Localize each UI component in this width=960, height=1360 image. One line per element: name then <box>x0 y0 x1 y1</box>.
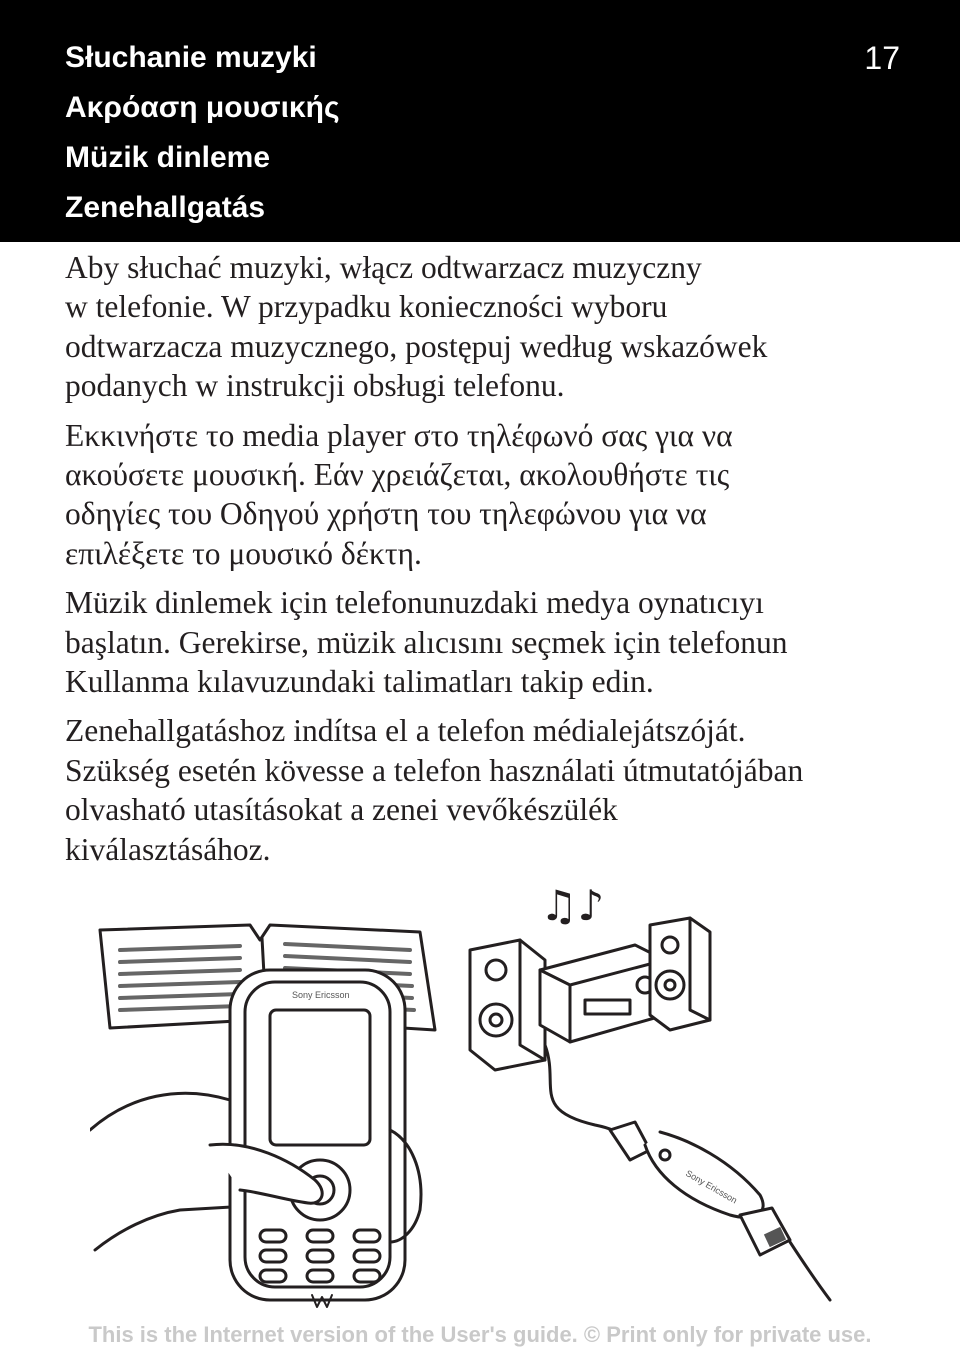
text-line: olvasható utasításokat a zenei vevőkészülék <box>65 792 618 828</box>
text-line: Εκκινήστε το media player στο τηλέφωνό σας για να <box>65 417 733 453</box>
text-line: odtwarzacza muzycznego, postępuj według wskazówek <box>65 328 768 364</box>
phone-brand-label: Sony Ericsson <box>292 990 350 1000</box>
text-line: ακούσετε μουσική. Εάν χρειάζεται, ακολουθήστε τις <box>65 457 730 493</box>
text-line: w telefonie. W przypadku konieczności wyboru <box>65 289 668 325</box>
paragraph-hungarian <box>65 711 935 869</box>
text-line: Aby słuchać muzyki, włącz odtwarzacz muzyczny <box>65 250 702 285</box>
paragraph-greek <box>65 416 935 574</box>
page-number: 17 <box>864 40 900 76</box>
paragraph-polish <box>65 248 935 406</box>
text-line: podanych w instrukcji obsługi telefonu. <box>65 368 565 404</box>
footer-notice: This is the Internet version of the User's guide. © Print only for private use. <box>88 1322 872 1347</box>
text-line: Müzik dinlemek için telefonunuzdaki medya oynatıcıyı <box>65 585 764 621</box>
text-line: Kullanma kılavuzundaki talimatları takip edin. <box>65 664 654 700</box>
paragraph-turkish <box>65 583 935 701</box>
title-polish: Słuchanie muzyki <box>65 41 317 74</box>
text-line: επιλέξετε το μουσικό δέκτη. <box>65 535 422 571</box>
text-line: başlatın. Gerekirse, müzik alıcısını seçmek için telefonun <box>65 624 788 660</box>
body-text <box>65 248 935 879</box>
page-header <box>0 0 960 242</box>
title-turkish: Müzik dinleme <box>65 141 271 174</box>
music-receiver-icon <box>545 1045 830 1300</box>
phone-icon <box>230 970 405 1307</box>
usage-illustration <box>90 870 870 1310</box>
text-line: οδηγίες του Οδηγού χρήστη του τηλεφώνου για να <box>65 496 707 532</box>
text-line: Zenehallgatáshoz indítsa el a telefon médialejátszóját. <box>65 713 746 749</box>
receiver-brand-label: Sony Ericsson <box>684 1168 739 1206</box>
music-notes-icon: ♫♪ <box>540 881 605 930</box>
title-hungarian: Zenehallgatás <box>65 191 266 224</box>
text-line: Szükség esetén kövesse a telefon használati útmutatójában <box>65 752 804 788</box>
title-greek: Ακρόαση μουσικής <box>65 91 340 124</box>
text-line: kiválasztásához. <box>65 831 271 867</box>
stereo-system-icon <box>470 918 710 1070</box>
